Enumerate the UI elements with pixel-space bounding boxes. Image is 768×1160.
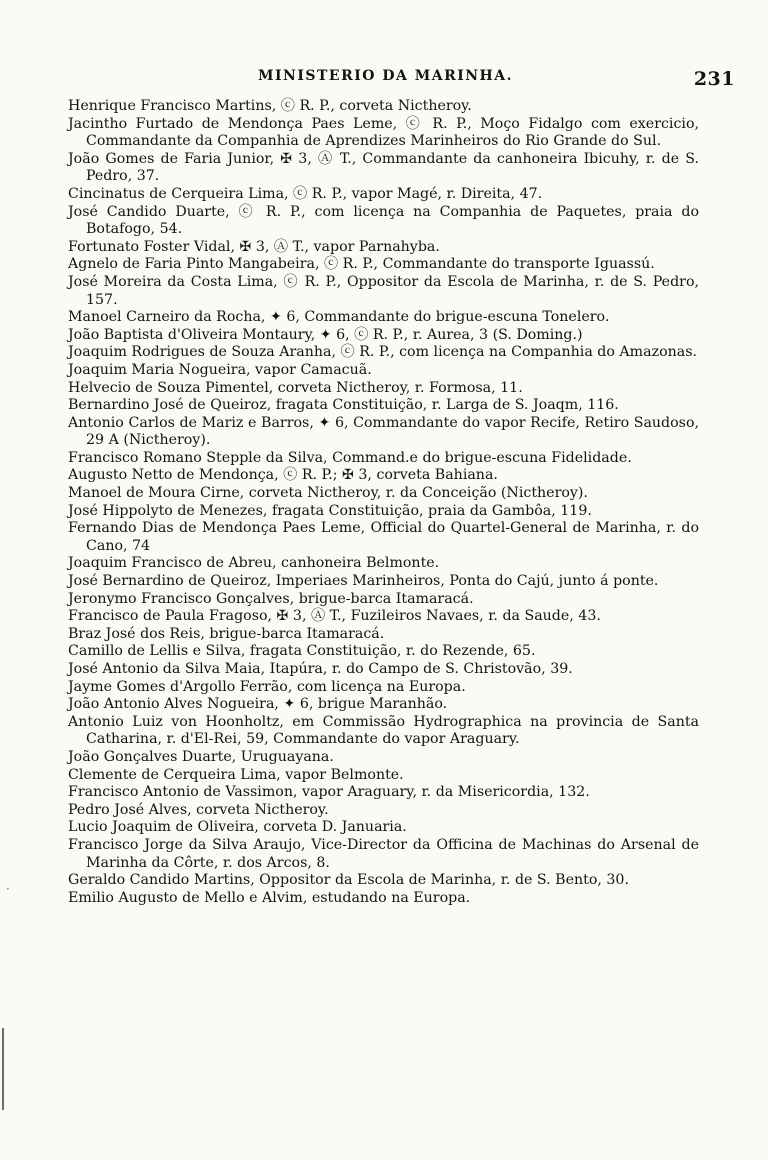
list-item: José Moreira da Costa Lima, ⓒ R. P., Oppositor da Escola de Marinha, r. de S. Pedro, 157. <box>68 273 699 308</box>
list-item: José Antonio da Silva Maia, Itapúra, r. do Campo de S. Christovão, 39. <box>68 661 573 677</box>
list-item: Geraldo Candido Martins, Oppositor da Escola de Marinha, r. de S. Bento, 30. <box>68 872 629 889</box>
list-item: Augusto Netto de Mendonça, ⓒ R. P.; ✠ 3, corveta Bahiana. <box>68 467 498 484</box>
page-edge-mark <box>2 1028 4 1110</box>
list-item: Joaquim Maria Nogueira, vapor Camacuã. <box>68 361 372 378</box>
running-head: MINISTERIO DA MARINHA. <box>257 68 514 84</box>
list-item: Helvecio de Souza Pimentel, corveta Nictheroy, r. Formosa, 11. <box>68 379 523 396</box>
list-item: José Candido Duarte, ⓒ R. P., com licença na Companhia de Paquetes, praia do Botafogo, 54. <box>68 203 699 238</box>
list-item: Francisco de Paula Fragoso, ✠ 3, Ⓐ T., Fuzileiros Navaes, r. da Saude, 43. <box>68 608 601 625</box>
page-header <box>68 64 735 94</box>
list-item: Pedro José Alves, corveta Nictheroy. <box>68 801 329 818</box>
list-item: Jeronymo Francisco Gonçalves, brigue-barca Itamaracá. <box>68 590 474 607</box>
list-item: José Bernardino de Queiroz, Imperiaes Marinheiros, Ponta do Cajú, junto á ponte. <box>68 573 659 590</box>
list-item: Francisco Jorge da Silva Araujo, Vice-Director da Officina de Machinas do Arsenal de Marinha da Côrte, r. dos Arcos, 8. <box>68 836 699 871</box>
list-item: João Gomes de Faria Junior, ✠ 3, Ⓐ T., Commandante da canhoneira Ibicuhy, r. de S. Pedro, 37. <box>68 150 699 185</box>
list-item: Cincinatus de Cerqueira Lima, ⓒ R. P., vapor Magé, r. Direita, 47. <box>68 185 543 202</box>
list-item: Francisco Antonio de Vassimon, vapor Araguary, r. da Misericordia, 132. <box>68 784 590 801</box>
list-item: João Baptista d'Oliveira Montaury, ✦ 6, ⓒ R. P., r. Aurea, 3 (S. Doming.) <box>68 326 583 343</box>
list-item: Fernando Dias de Mendonça Paes Leme, Official do Quartel-General de Marinha, r. do Cano, 74 <box>68 520 699 554</box>
margin-mark: · <box>6 882 10 896</box>
list-item: Emilio Augusto de Mello e Alvim, estudando na Europa. <box>68 889 471 906</box>
list-item: Manoel Carneiro da Rocha, ✦ 6, Commandante do brigue-escuna Tonelero. <box>68 309 610 326</box>
list-item: Antonio Carlos de Mariz e Barros, ✦ 6, Commandante do vapor Recife, Retiro Saudoso, 29 A (Nictheroy). <box>68 414 699 449</box>
list-item: Joaquim Francisco de Abreu, canhoneira Belmonte. <box>68 555 440 572</box>
page-number: 231 <box>693 68 735 90</box>
officer-list <box>68 98 699 907</box>
list-item: Jacintho Furtado de Mendonça Paes Leme, ⓒ R. P., Moço Fidalgo com exercicio, Commandante da Companhia de Aprendizes Marinheiros do Rio Grande do Sul. <box>68 115 699 150</box>
list-item: Fortunato Foster Vidal, ✠ 3, Ⓐ T., vapor Parnahyba. <box>68 238 440 255</box>
list-item: Henrique Francisco Martins, ⓒ R. P., corveta Nictheroy. <box>68 98 472 114</box>
list-item: Bernardino José de Queiroz, fragata Constituição, r. Larga de S. Joaqm, 116. <box>68 397 619 414</box>
list-item: João Gonçalves Duarte, Uruguayana. <box>68 748 334 765</box>
list-item: Braz José dos Reis, brigue-barca Itamaracá. <box>68 625 385 642</box>
list-item: Clemente de Cerqueira Lima, vapor Belmonte. <box>68 766 404 783</box>
list-item: Agnelo de Faria Pinto Mangabeira, ⓒ R. P., Commandante do transporte Iguassú. <box>68 256 655 273</box>
list-item: Camillo de Lellis e Silva, fragata Constituição, r. do Rezende, 65. <box>68 643 536 660</box>
list-item: Antonio Luiz von Hoonholtz, em Commissão Hydrographica na provincia de Santa Catharina, r. d'El-Rei, 59, Commandante do vapor Araguary. <box>68 713 699 748</box>
list-item: Lucio Joaquim de Oliveira, corveta D. Januaria. <box>68 819 407 836</box>
list-item: Jayme Gomes d'Argollo Ferrão, com licença na Europa. <box>68 678 466 695</box>
list-item: Joaquim Rodrigues de Souza Aranha, ⓒ R. P., com licença na Companhia do Amazonas. <box>68 344 697 361</box>
list-item: Francisco Romano Stepple da Silva, Command.e do brigue-escuna Fidelidade. <box>68 449 632 466</box>
list-item: João Antonio Alves Nogueira, ✦ 6, brigue Maranhão. <box>68 696 448 713</box>
list-item: Manoel de Moura Cirne, corveta Nictheroy, r. da Conceição (Nictheroy). <box>68 485 588 502</box>
list-item: José Hippolyto de Menezes, fragata Constituição, praia da Gambôa, 119. <box>68 502 592 519</box>
